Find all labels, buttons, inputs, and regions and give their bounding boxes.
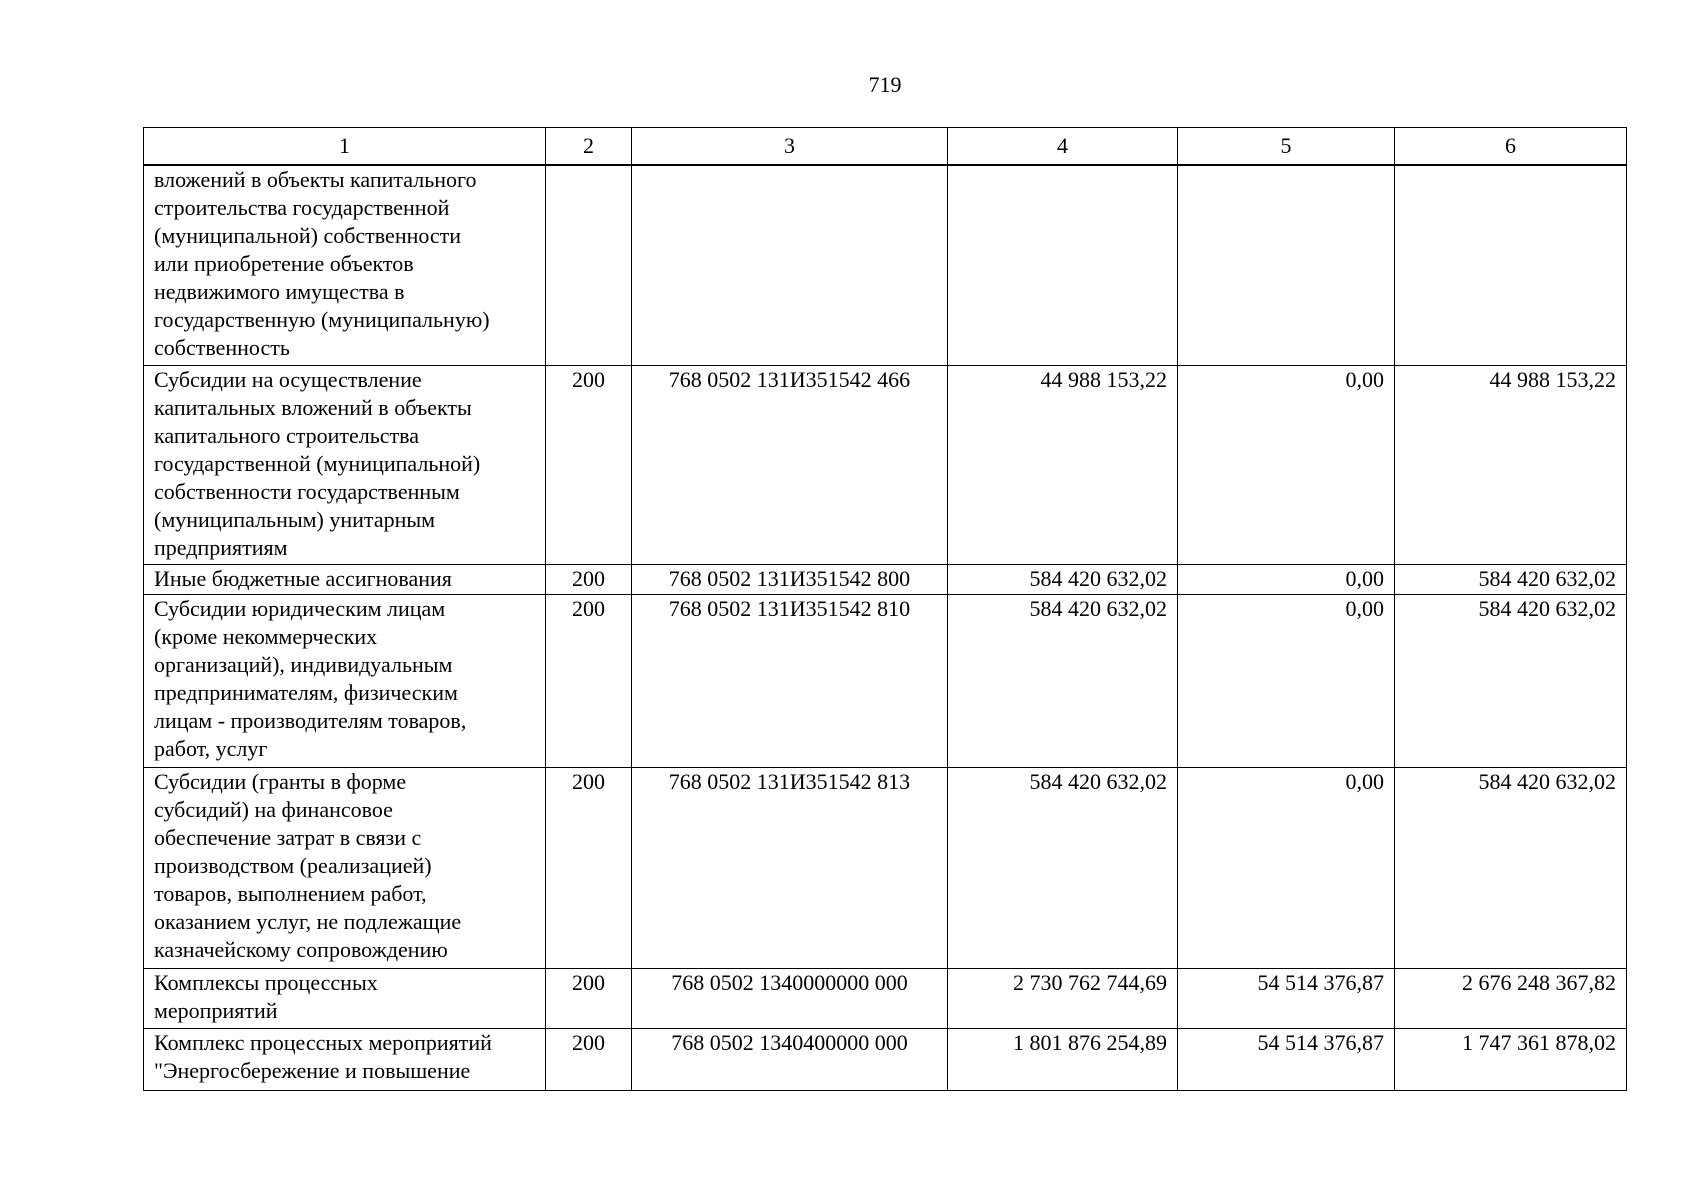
budget-table [143,127,1627,1091]
row-name-line: (муниципальным) унитарным [154,506,436,532]
row-name-line: субсидий) на финансовое [154,796,393,822]
amount-col6-cell: 44 988 153,22 [1395,365,1627,564]
row-name-line: лицам - производителям товаров, [154,707,467,733]
row-name-line: работ, услуг [154,735,268,761]
amount-col6-cell: 2 676 248 367,82 [1395,968,1627,1028]
table-row [144,365,1627,564]
table-body [144,165,1627,1090]
row-name-line: капитального строительства [154,422,420,448]
amount-col4-cell: 1 801 876 254,89 [948,1028,1178,1090]
row-name-cell [144,1028,546,1090]
column-header: 6 [1395,128,1627,166]
budget-code-cell: 768 0502 131И351542 810 [632,594,948,767]
row-name-cell [144,564,546,594]
row-name-line: или приобретение объектов [154,251,414,276]
table-row [144,968,1627,1028]
amount-col6-cell: 584 420 632,02 [1395,564,1627,594]
table-row [144,594,1627,767]
row-name-cell [144,968,546,1028]
row-name-line: организаций), индивидуальным [154,651,453,677]
row-name-line: предприятиям [154,534,288,560]
row-name-line: товаров, выполнением работ, [154,880,427,906]
row-name-line: (муниципальной) собственности [154,223,462,248]
amount-col5-cell: 54 514 376,87 [1178,1028,1395,1090]
budget-code-cell: 768 0502 1340400000 000 [632,1028,948,1090]
column-header: 3 [632,128,948,166]
row-name-cell [144,165,546,365]
page-number: 719 [868,72,902,97]
row-name-line: государственной (муниципальной) [154,450,481,476]
table-row [144,564,1627,594]
amount-col4-cell [948,165,1178,365]
amount-col6-cell: 584 420 632,02 [1395,767,1627,968]
amount-col4-cell: 584 420 632,02 [948,594,1178,767]
row-name-line: государственную (муниципальную) [154,307,490,332]
table-row [144,165,1627,365]
budget-code-cell: 768 0502 1340000000 000 [632,968,948,1028]
amount-col5-cell: 0,00 [1178,365,1395,564]
row-name-line: казначейскому сопровождению [154,936,448,962]
row-name-line: "Энергосбережение и повышение [154,1057,471,1083]
section-code-cell: 200 [546,564,632,594]
table-header [144,128,1627,166]
header-row [144,128,1627,166]
amount-col5-cell: 0,00 [1178,594,1395,767]
row-name-line: предпринимателям, физическим [154,679,458,705]
section-code-cell: 200 [546,1028,632,1090]
row-name-line: оказанием услуг, не подлежащие [154,908,462,934]
row-name-line: Субсидии на осуществление [154,366,422,392]
row-name-line: (кроме некоммерческих [154,623,378,649]
row-name-line: недвижимого имущества в [154,279,405,304]
row-name-line: Комплексы процессных [154,969,378,995]
amount-col6-cell: 584 420 632,02 [1395,594,1627,767]
amount-col6-cell [1395,165,1627,365]
amount-col5-cell: 0,00 [1178,767,1395,968]
amount-col4-cell: 584 420 632,02 [948,767,1178,968]
budget-code-cell: 768 0502 131И351542 466 [632,365,948,564]
amount-col4-cell: 584 420 632,02 [948,564,1178,594]
section-code-cell: 200 [546,365,632,564]
row-name-line: Субсидии юридическим лицам [154,595,446,621]
row-name-cell [144,767,546,968]
budget-code-cell: 768 0502 131И351542 813 [632,767,948,968]
section-code-cell: 200 [546,767,632,968]
row-name-line: капитальных вложений в объекты [154,394,472,420]
row-name-cell [144,365,546,564]
column-header: 2 [546,128,632,166]
amount-col5-cell: 54 514 376,87 [1178,968,1395,1028]
amount-col5-cell: 0,00 [1178,564,1395,594]
table-row [144,1028,1627,1090]
amount-col5-cell [1178,165,1395,365]
row-name-line: строительства государственной [154,195,450,220]
row-name-line: собственность [154,335,290,360]
row-name-line: вложений в объекты капитального [154,167,477,192]
row-name-line: Иные бюджетные ассигнования [154,565,452,591]
row-name-line: обеспечение затрат в связи с [154,824,422,850]
amount-col6-cell: 1 747 361 878,02 [1395,1028,1627,1090]
row-name-cell [144,594,546,767]
amount-col4-cell: 44 988 153,22 [948,365,1178,564]
table-row [144,767,1627,968]
row-name-line: производством (реализацией) [154,852,432,878]
amount-col4-cell: 2 730 762 744,69 [948,968,1178,1028]
budget-code-cell [632,165,948,365]
section-code-cell: 200 [546,594,632,767]
row-name-line: Комплекс процессных мероприятий [154,1029,492,1055]
budget-code-cell: 768 0502 131И351542 800 [632,564,948,594]
column-header: 4 [948,128,1178,166]
section-code-cell [546,165,632,365]
column-header: 5 [1178,128,1395,166]
row-name-line: мероприятий [154,997,278,1023]
row-name-line: Субсидии (гранты в форме [154,768,407,794]
column-header: 1 [144,128,546,166]
row-name-line: собственности государственным [154,478,460,504]
section-code-cell: 200 [546,968,632,1028]
